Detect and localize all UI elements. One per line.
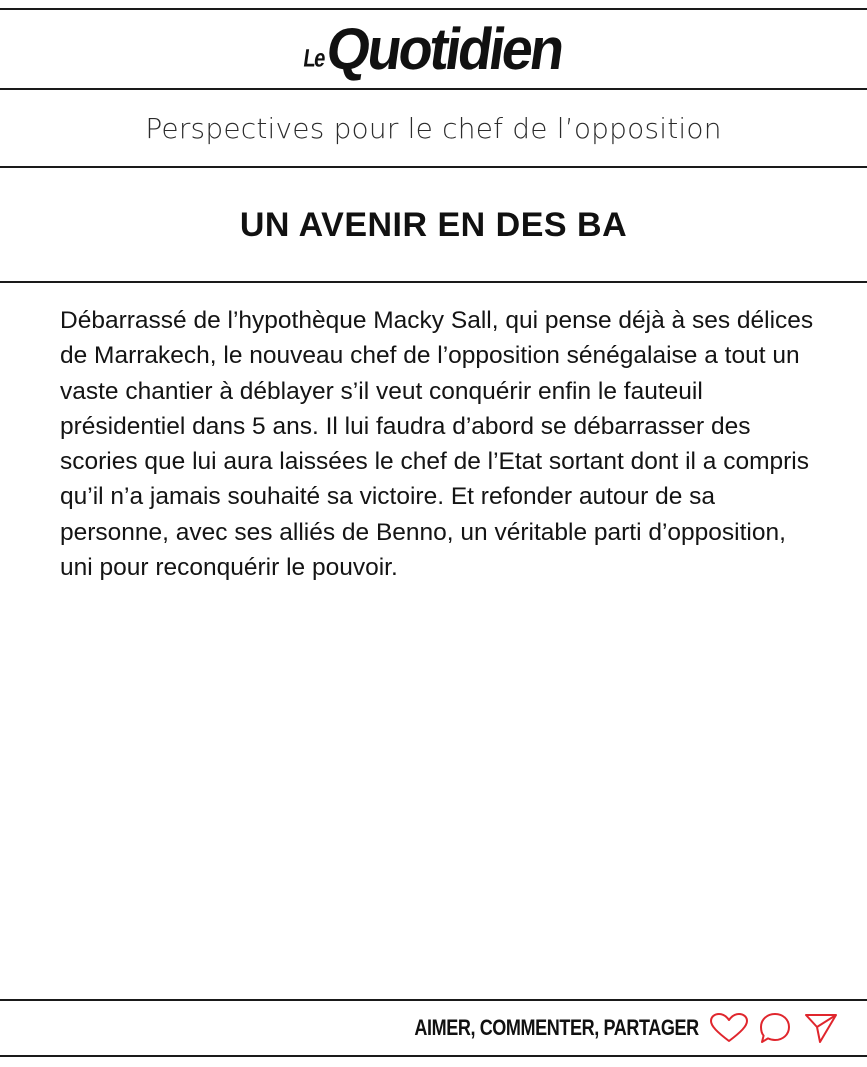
masthead	[0, 10, 867, 88]
article-body: Débarrassé de l’hypothèque Macky Sall, qui pense déjà à ses délices de Marrakech, le nouveau chef de l’opposition sénégalaise a tout un vaste chantier à déblayer s’il veut conquérir enfin le fauteuil présidentiel dans 5 ans. Il lui faudra d’abord se débarrasser des scories que lui aura laissées le chef de l’Etat sortant dont il a compris qu’il n’a jamais souhaité sa victoire. Et refonder autour de sa personne, avec ses alliés de Benno, un véritable parti d’opposition, uni pour reconquérir le pouvoir.	[60, 307, 814, 582]
send-icon[interactable]	[803, 1011, 839, 1045]
section-subtitle: Perspectives pour le chef de l’opposition	[145, 111, 722, 145]
comment-icon[interactable]	[757, 1011, 793, 1045]
share-cta-label: AIMER, COMMENTER, PARTAGER	[414, 1015, 699, 1040]
heart-icon[interactable]	[709, 1012, 749, 1044]
logo-prefix: Le	[301, 45, 327, 73]
headline-rule	[0, 281, 867, 283]
headline: UN AVENIR EN DES BA	[239, 205, 628, 244]
share-bar	[0, 1001, 867, 1055]
logo-wordmark: Quotidien	[322, 15, 567, 82]
logo	[301, 15, 567, 82]
bottom-rule	[0, 1055, 867, 1057]
